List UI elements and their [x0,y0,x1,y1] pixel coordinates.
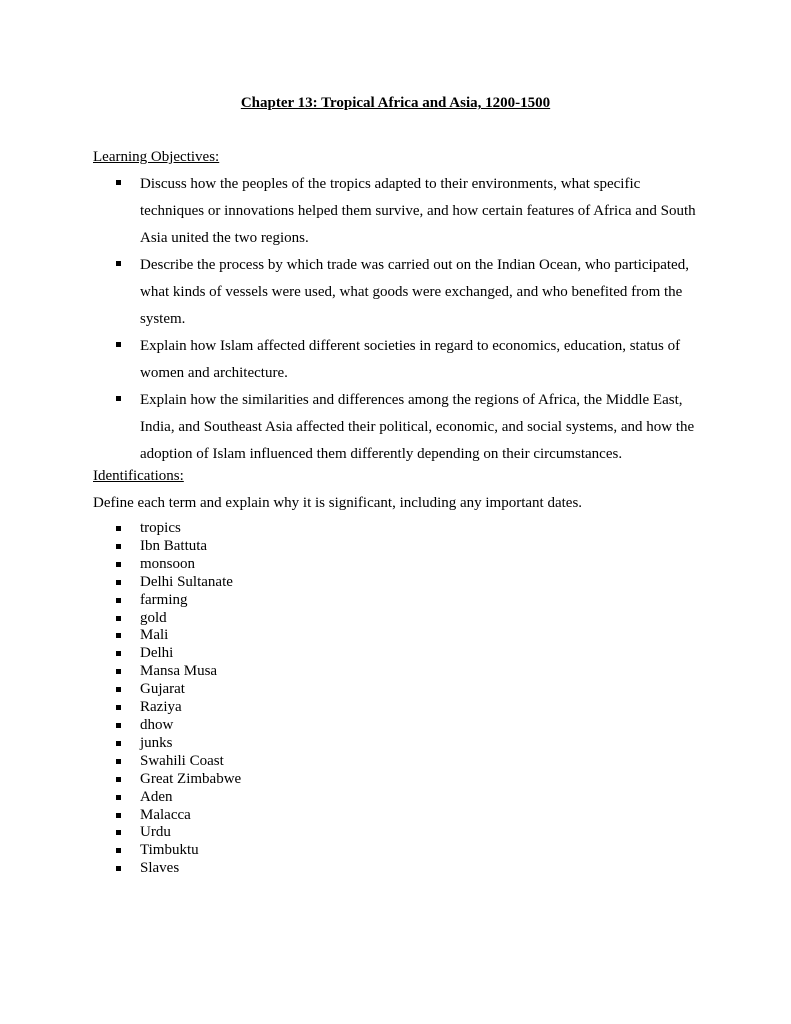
square-bullet-icon [116,580,121,585]
list-item [114,753,241,771]
term-text: Slaves [140,860,180,877]
objective-text: Explain how Islam affected different societies in regard to economics, education, status of women and architecture. [140,338,681,381]
square-bullet-icon [116,777,121,782]
list-item [114,252,704,333]
objectives-list [114,171,704,468]
square-bullet-icon [116,723,121,728]
square-bullet-icon [116,562,121,567]
square-bullet-icon [116,544,121,549]
term-text: gold [140,609,167,626]
list-item [114,699,241,717]
term-text: dhow [140,716,174,733]
term-text: Mali [140,627,169,644]
term-text: Delhi [140,645,174,662]
term-text: Mansa Musa [140,663,218,680]
identifications-heading: Identifications: [93,468,184,484]
page-title: Chapter 13: Tropical Africa and Asia, 1200-1500 [240,95,551,111]
list-item [114,807,241,825]
square-bullet-icon [116,669,121,674]
list-item [114,627,241,645]
term-text: Timbuktu [140,842,199,859]
square-bullet-icon [116,830,121,835]
square-bullet-icon [116,342,121,347]
list-item [114,824,241,842]
list-item [114,860,241,878]
term-text: tropics [140,520,181,536]
square-bullet-icon [116,795,121,800]
square-bullet-icon [116,396,121,401]
square-bullet-icon [116,741,121,746]
term-text: Swahili Coast [140,752,224,769]
square-bullet-icon [116,705,121,710]
term-text: Aden [140,788,173,805]
list-item [114,717,241,735]
square-bullet-icon [116,526,121,531]
learning-objectives-heading: Learning Objectives: [93,149,220,165]
term-text: Urdu [140,824,171,841]
objective-text: Discuss how the peoples of the tropics adapted to their environments, what specific techniques or innovations helped them survive, and how certain features of Africa and South Asia united the two regions. [140,176,696,246]
objective-text: Explain how the similarities and differences among the regions of Africa, the Middle East, India, and Southeast Asia affected their political, economic, and social systems, and how the adoption of Islam influenced them differently depending on their circumstances. [140,392,695,462]
list-item [114,842,241,860]
list-item [114,574,241,592]
square-bullet-icon [116,180,121,185]
list-item [114,556,241,574]
list-item [114,610,241,628]
square-bullet-icon [116,813,121,818]
square-bullet-icon [116,633,121,638]
list-item [114,681,241,699]
square-bullet-icon [116,759,121,764]
list-item [114,771,241,789]
identifications-instruction: Define each term and explain why it is significant, including any important dates. [93,495,583,511]
term-text: monsoon [140,555,196,572]
list-item [114,592,241,610]
term-text: Ibn Battuta [140,537,208,554]
term-text: Great Zimbabwe [140,770,242,787]
term-text: Gujarat [140,681,185,698]
square-bullet-icon [116,616,121,621]
list-item [114,520,241,538]
term-text: Delhi Sultanate [140,573,233,590]
list-item [114,171,704,252]
list-item [114,663,241,681]
square-bullet-icon [116,687,121,692]
square-bullet-icon [116,261,121,266]
terms-list [114,520,241,878]
square-bullet-icon [116,866,121,871]
term-text: junks [140,734,173,751]
square-bullet-icon [116,651,121,656]
square-bullet-icon [116,598,121,603]
objective-text: Describe the process by which trade was carried out on the Indian Ocean, who participated, what kinds of vessels were used, what goods were exchanged, and who benefited from the system. [140,257,689,327]
term-text: Malacca [140,806,191,823]
list-item [114,789,241,807]
term-text: farming [140,591,188,608]
square-bullet-icon [116,848,121,853]
term-text: Raziya [140,699,182,716]
list-item [114,333,704,387]
list-item [114,538,241,556]
list-item [114,387,704,468]
list-item [114,735,241,753]
list-item [114,645,241,663]
